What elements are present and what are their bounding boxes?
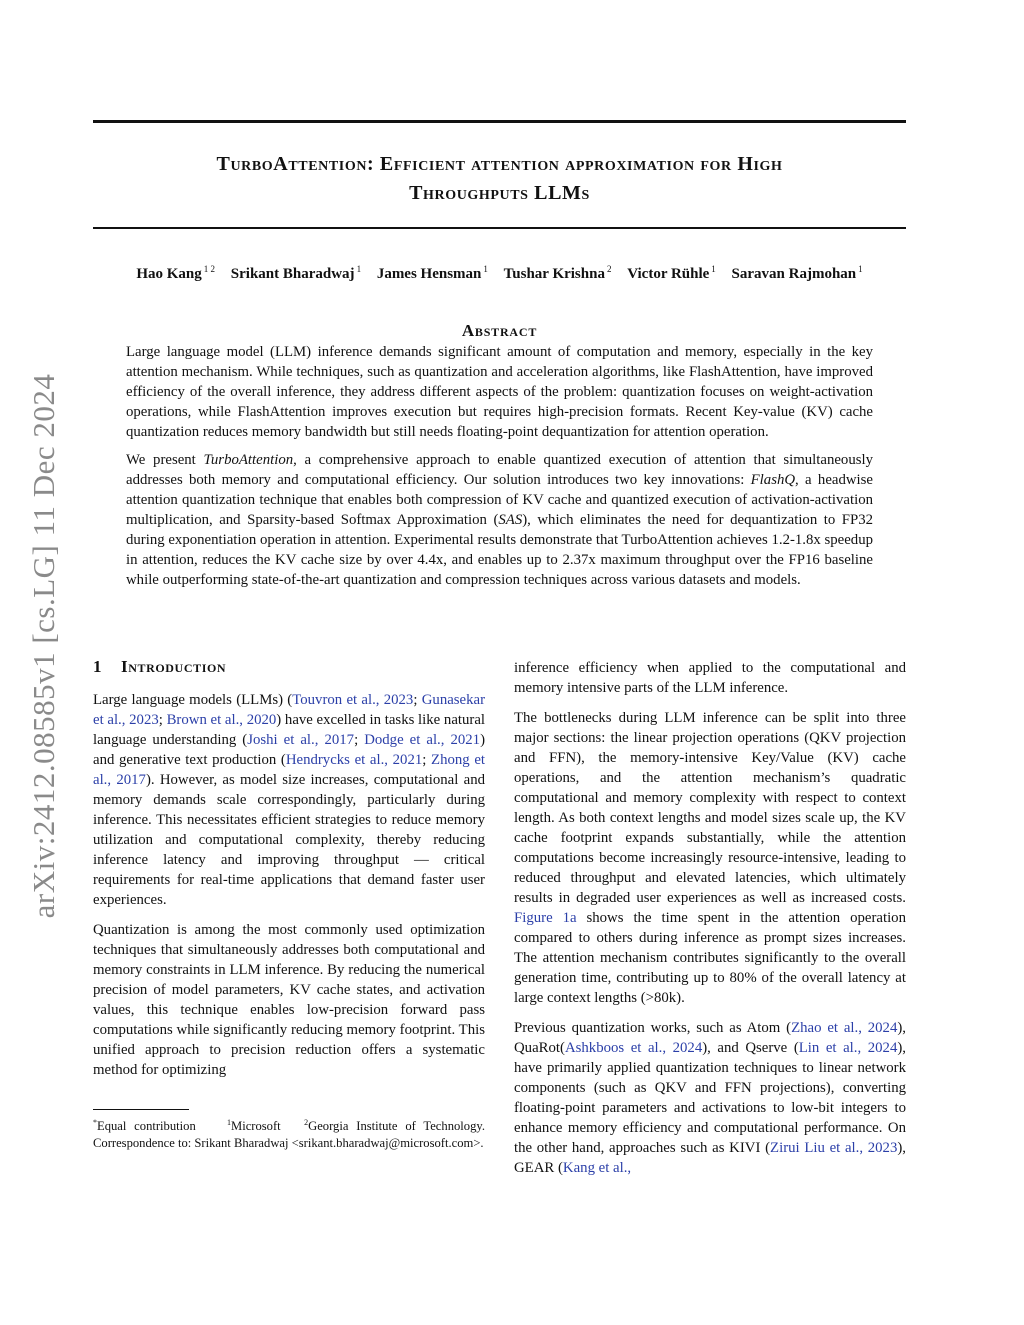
paragraph: Previous quantization works, such as Atom (Zhao et al., 2024), QuaRot(Ashkboos et al., 2024), and Qserve (Lin et al., 2024), have primarily applied quantization techniques to linear network components (such as QKV and FFN projections), converting floating-point parameters and activations to low-bit integers to enhance memory efficiency and computational performance. On the other hand, approaches such as KIVI (Zirui Liu et al., 2023), GEAR (Kang et al., — [514, 1020, 906, 1176]
footnote: *Equal contribution $^1$Microsoft $^2$Georgia Institute of Technology. Correspondence to: Srikant Bharadwaj <srikant.bharadwaj@microsoft.com>. — [93, 1118, 486, 1151]
citation-link[interactable]: Gunasekar et al., 2023 — [93, 692, 486, 728]
abstract-body — [126, 342, 873, 598]
citation-link[interactable]: Hendrycks et al., 2021 — [285, 752, 423, 768]
citation-link[interactable]: Dodge et al., 2021 — [364, 732, 481, 748]
title-bottom-rule — [93, 227, 906, 229]
footnote-rule — [93, 1109, 189, 1110]
author: James Hensman $^1$ — [376, 264, 488, 282]
paragraph: Large language models (LLMs) (Touvron et al., 2023; Gunasekar et al., 2023; Brown et al., 2020) have excelled in tasks like natural language understanding (Joshi et al., 2017; Dodge et al., 2021) and generative text production (Hendrycks et al., 2021; Zhong et al., 2017). However, as model size increases, computational and memory demands scale correspondingly, particularly during inference. This necessitates efficient strategies to reduce memory utilization and computational complexity, thereby reducing inference latency and improving throughput — critical requirements for real-time applications that demand faster user experiences. — [93, 692, 486, 908]
citation-link[interactable]: Brown et al., 2020 — [166, 712, 277, 728]
arxiv-identifier: arXiv:2412.08585v1 [cs.LG] 11 Dec 2024 — [26, 373, 61, 919]
title-top-rule — [93, 120, 906, 123]
citation-link[interactable]: Joshi et al., 2017 — [247, 732, 355, 748]
title-line-1: TurboAttention: Efficient attention approximation for High — [216, 153, 783, 175]
author: Victor Rühle $^1$ — [627, 264, 716, 282]
citation-link[interactable]: Ashkboos et al., 2024 — [564, 1040, 703, 1056]
section-heading: 1 Introduction — [93, 657, 227, 676]
figure-link[interactable]: Figure 1a — [514, 910, 577, 926]
paragraph: inference efficiency when applied to the computational and memory intensive parts of the LLM inference. — [514, 660, 906, 696]
author: Srikant Bharadwaj $^1$ — [230, 264, 362, 282]
right-column — [514, 658, 906, 1188]
paragraph: Quantization is among the most commonly used optimization techniques that simultaneously addresses both computational and memory constraints in LLM inference. By reducing the numerical precision of model parameters, KV cache states, and activation values, this technique enables low-precision forward pass computations while significantly reducing memory footprint. This unified approach to precision reduction offers a systematic method for optimizing — [93, 922, 485, 1078]
citation-link[interactable]: Zirui Liu et al., 2023 — [770, 1140, 898, 1156]
paragraph: The bottlenecks during LLM inference can be split into three major sections: the linear projection operations (QKV projection and FFN), the memory-intensive Key/Value (KV) cache operations, and the attention mechanism’s quadratic computational and memory complexity with respect to context length. As both context lengths and model sizes scale up, the KV cache footprint expands substantially, while the attention computations become increasingly resource-intensive, leading to reduced throughput and elevated latencies, which ultimately results in degraded user experiences as well as increased costs. Figure 1a shows the time spent in the attention operation compared to others during inference as prompt sizes increases. The attention mechanism contributes significantly to the overall generation time, contributing up to 80% of the overall latency at large context lengths (>80k). — [514, 710, 906, 1006]
abstract-paragraph: We present TurboAttention, a comprehensive approach to enable quantized execution of attention that simultaneously addresses both memory and computational efficiency. Our solution introduces two key innovations: FlashQ, a headwise attention quantization technique that enables both compression of KV cache and quantized execution of activation-activation multiplication, and Sparsity-based Softmax Approximation (SAS), which eliminates the need for dequantization to FP32 during exponentiation operation in attention. Experimental results demonstrate that TurboAttention achieves 1.2-1.8x speedup in attention, reduces the KV cache size by over 4.4x, and enables up to 2.37x maximum throughput over the FP16 baseline while outperforming state-of-the-art quantization and compression techniques across various datasets and models. — [126, 452, 873, 588]
citation-link[interactable]: Zhong et al., 2017 — [93, 752, 485, 788]
citation-link[interactable]: Kang et al., — [562, 1160, 632, 1176]
author: Hao Kang $^{1 2}$ — [136, 264, 216, 282]
citation-link[interactable]: Lin et al., 2024 — [798, 1040, 898, 1056]
author: Tushar Krishna $^2$ — [503, 264, 612, 282]
abstract-paragraph: Large language model (LLM) inference demands significant amount of computation and memory, especially in the key attention mechanism. While techniques, such as quantization and acceleration algorithms, like FlashAttention, have improved efficiency of the overall inference, they address different aspects of the problem: quantization focuses on weight-activation operations, while FlashAttention improves execution but requires high-precision formats. Recent Key-value (KV) cache quantization reduces memory bandwidth but still needs floating-point dequantization for attention operation. — [126, 344, 873, 440]
author-list — [93, 264, 906, 283]
citation-link[interactable]: Zhao et al., 2024 — [791, 1020, 898, 1036]
left-column — [93, 656, 485, 1090]
paper-title — [93, 150, 906, 208]
title-line-2: Throughputs LLMs — [409, 182, 590, 204]
author: Saravan Rajmohan $^1$ — [731, 264, 863, 282]
citation-link[interactable]: Touvron et al., 2023 — [292, 692, 414, 708]
abstract-heading: Abstract — [461, 321, 538, 340]
